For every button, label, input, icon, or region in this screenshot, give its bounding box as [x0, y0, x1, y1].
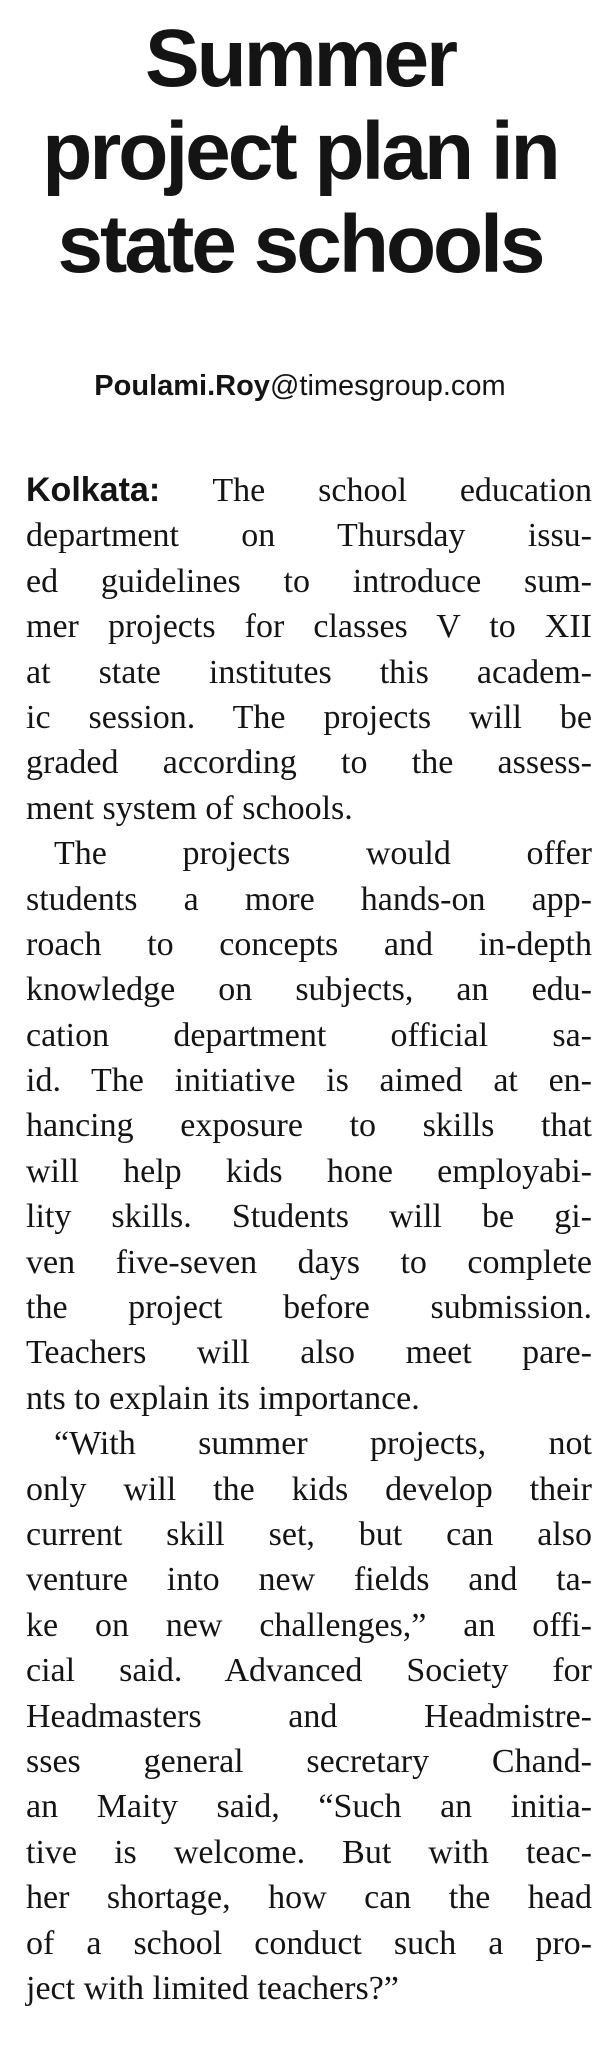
body-line: venture into new fields and ta- [26, 1561, 592, 1599]
body-line [26, 468, 592, 513]
body-line: students a more hands-on app- [26, 880, 592, 918]
body-line: ven five-seven days to complete [26, 1243, 592, 1281]
body-line-text: The school education [160, 472, 592, 509]
body-line: sses general secretary Chand- [26, 1742, 592, 1780]
body-line: her shortage, how can the head [26, 1879, 592, 1917]
headline [0, 12, 600, 291]
byline [0, 368, 600, 404]
body-line: roach to concepts and in-depth [26, 925, 592, 963]
body-line: knowledge on subjects, an edu- [26, 971, 592, 1009]
dateline: Kolkata: [26, 471, 161, 509]
body-line: graded according to the assess- [26, 744, 592, 782]
headline-line: state schools [57, 199, 543, 290]
body-line: an Maity said, “Such an initia- [26, 1788, 592, 1826]
body-line: at state institutes this academ- [26, 653, 592, 691]
body-line: ject with limited teachers?” [26, 1969, 399, 2007]
body-line: ment system of schools. [26, 789, 353, 827]
body-line: of a school conduct such a pro- [26, 1924, 592, 1962]
headline-line: project plan in [42, 106, 558, 197]
body-line: Teachers will also meet pare- [26, 1334, 592, 1372]
body-line: ic session. The projects will be [26, 698, 592, 736]
body-line: mer projects for classes V to XII [26, 608, 592, 646]
body-line: the project before submission. [26, 1289, 592, 1327]
body-line: lity skills. Students will be gi- [26, 1198, 592, 1236]
body-line: department on Thursday issu- [26, 517, 592, 555]
article-body [26, 468, 592, 2011]
author-name: Poulami.Roy [94, 370, 270, 402]
body-line: “With summer projects, not [54, 1425, 592, 1463]
body-line: The projects would offer [54, 835, 592, 873]
body-line: only will the kids develop their [26, 1470, 592, 1508]
body-line: cation department official sa- [26, 1016, 592, 1054]
body-line: tive is welcome. But with teac- [26, 1833, 592, 1871]
body-line: Headmasters and Headmistre- [26, 1697, 592, 1735]
body-line: ke on new challenges,” an offi- [26, 1606, 592, 1644]
body-line: hancing exposure to skills that [26, 1107, 592, 1145]
body-line: current skill set, but can also [26, 1515, 592, 1553]
body-line: nts to explain its importance. [26, 1379, 420, 1417]
body-line: id. The initiative is aimed at en- [26, 1062, 592, 1100]
headline-line: Summer [144, 13, 456, 104]
body-line: cial said. Advanced Society for [26, 1652, 592, 1690]
author-email-domain: @timesgroup.com [269, 370, 506, 402]
body-line: ed guidelines to introduce sum- [26, 562, 592, 600]
body-line: will help kids hone employabi- [26, 1152, 592, 1190]
